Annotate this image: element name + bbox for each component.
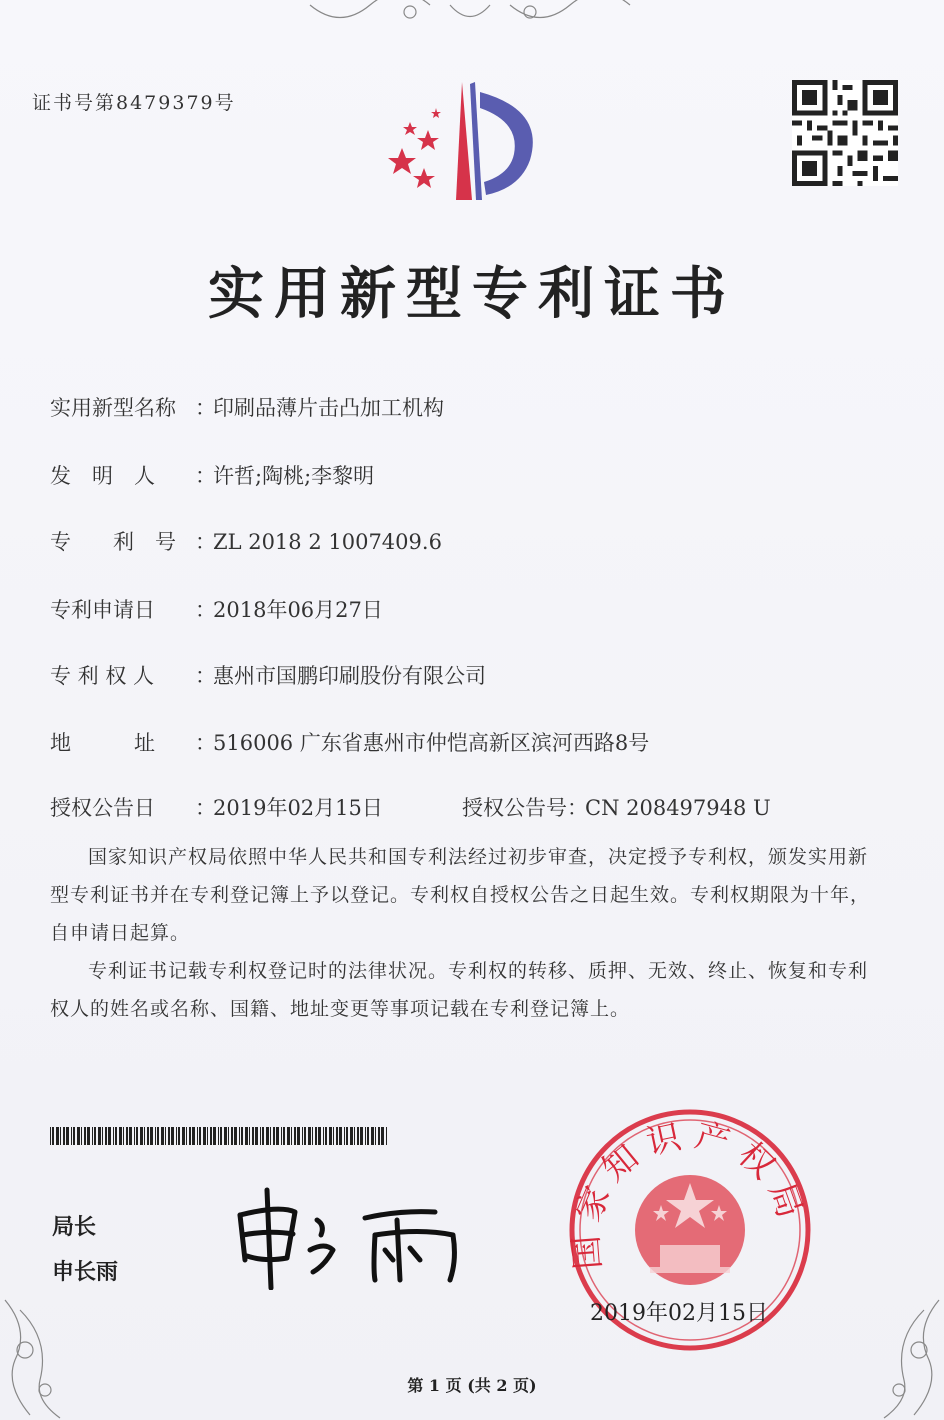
field-label: 专利申请日 bbox=[50, 598, 155, 622]
field-label: 专 利 号 bbox=[50, 530, 176, 554]
field-label: 地 址 bbox=[50, 731, 155, 755]
field-value: 2018年06月27日 bbox=[213, 598, 383, 622]
field-grant-number: 授权公告号：CN 208497948 U bbox=[462, 796, 771, 820]
field-utility-model-name: 实用新型名称 ：印刷品薄片击凸加工机构 bbox=[50, 392, 444, 422]
field-grant-date: 授权公告日 ：2019年02月15日 bbox=[50, 792, 383, 822]
body-paragraph: 专利证书记载专利权登记时的法律状况。专利权的转移、质押、无效、终止、恢复和专利权人的姓名或名称、国籍、地址变更等事项记载在专利登记簿上。 bbox=[50, 960, 869, 1020]
corner-ornament-left-icon bbox=[0, 1290, 120, 1420]
field-value: ZL 2018 2 1007409.6 bbox=[213, 530, 442, 554]
barcode-icon bbox=[50, 1127, 390, 1145]
field-value: 许哲;陶桃;李黎明 bbox=[213, 464, 375, 488]
patent-office-logo-icon bbox=[380, 70, 550, 210]
seal-date: 2019年02月15日 bbox=[590, 1301, 768, 1326]
body-paragraph: 国家知识产权局依照中华人民共和国专利法经过初步审查，决定授予专利权，颁发实用新型专利证书并在专利登记簿上予以登记。专利权自授权公告之日起生效。专利权期限为十年，自申请日起算。 bbox=[50, 846, 871, 944]
field-label: 授权公告号 bbox=[462, 796, 567, 820]
certificate-number: 证书号第8479379号 bbox=[32, 92, 236, 114]
field-label: 授权公告日 bbox=[50, 796, 155, 820]
field-application-date: 专利申请日 ：2018年06月27日 bbox=[50, 594, 383, 624]
field-value: 516006 广东省惠州市仲恺高新区滨河西路8号 bbox=[213, 731, 650, 755]
field-patentee: 专 利 权 人 ：惠州市国鹏印刷股份有限公司 bbox=[50, 660, 486, 690]
seal-text: 国家知识产权局 bbox=[565, 1114, 814, 1271]
director-signature-icon bbox=[225, 1180, 475, 1290]
top-ornament-icon bbox=[300, 0, 640, 30]
field-label: 专 利 权 人 bbox=[50, 664, 155, 688]
page-footer: 第 1 页 (共 2 页) bbox=[407, 1376, 537, 1395]
field-label: 实用新型名称 bbox=[50, 396, 176, 420]
qr-code-icon bbox=[792, 80, 898, 186]
director-title: 局长 bbox=[52, 1215, 97, 1240]
field-value: 印刷品薄片击凸加工机构 bbox=[213, 396, 444, 420]
field-value: CN 208497948 U bbox=[585, 796, 771, 820]
field-inventors: 发 明 人 ：许哲;陶桃;李黎明 bbox=[50, 460, 374, 490]
field-value: 惠州市国鹏印刷股份有限公司 bbox=[213, 664, 486, 688]
field-value: 2019年02月15日 bbox=[213, 796, 383, 820]
corner-ornament-right-icon bbox=[824, 1290, 944, 1420]
director-name: 申长雨 bbox=[52, 1260, 119, 1285]
field-patent-number: 专 利 号 ：ZL 2018 2 1007409.6 bbox=[50, 526, 442, 556]
field-address: 地 址 ：516006 广东省惠州市仲恺高新区滨河西路8号 bbox=[50, 727, 649, 757]
certificate-body-text bbox=[50, 838, 880, 1028]
field-label: 发 明 人 bbox=[50, 464, 155, 488]
certificate-title: 实用新型专利证书 bbox=[208, 261, 736, 327]
